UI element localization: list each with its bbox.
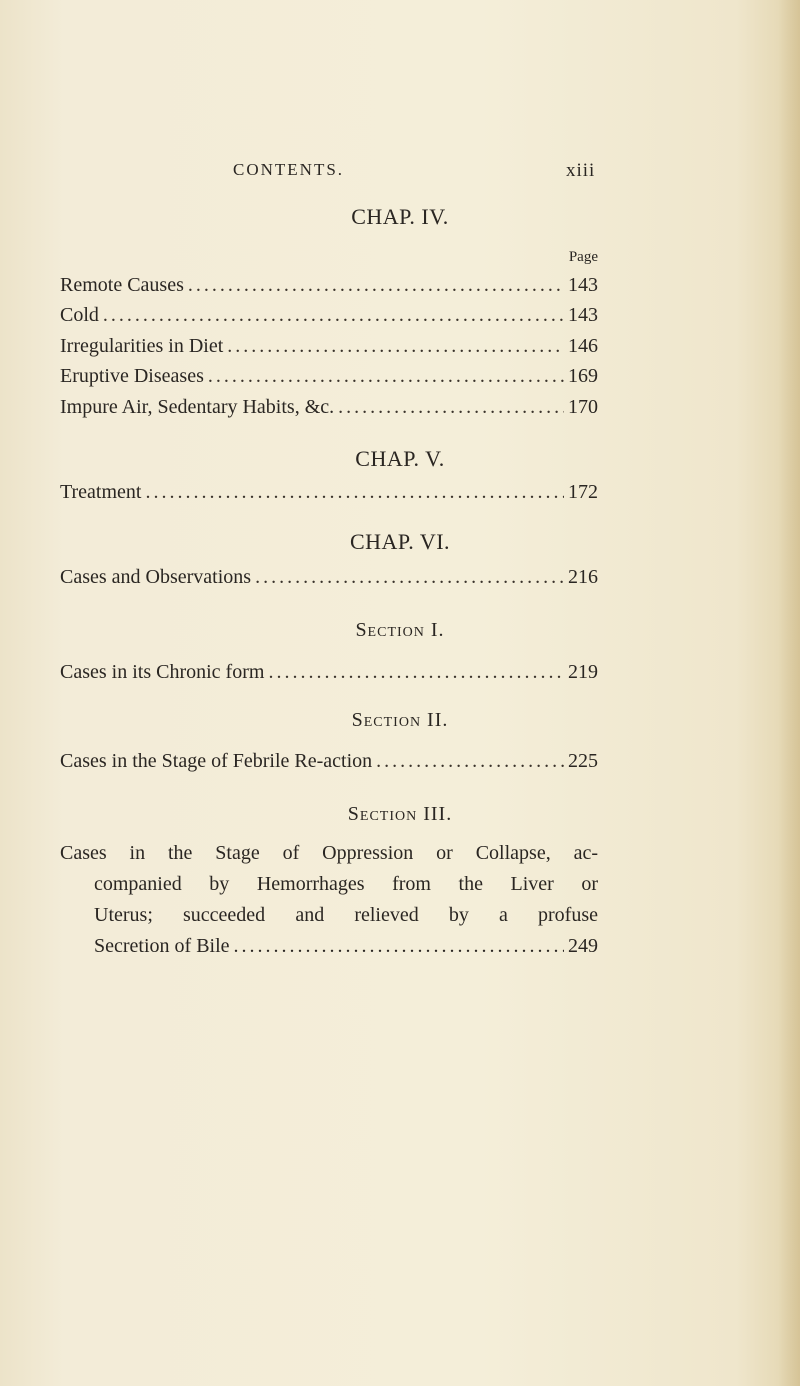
toc-entry-page: 216 [568, 566, 598, 588]
leader-dots [208, 363, 564, 389]
toc-entry-page: 172 [568, 481, 598, 503]
toc-entry-label: Cases and Observations [60, 566, 252, 588]
leader-dots [188, 272, 564, 298]
toc-entry-multiline [60, 838, 598, 962]
toc-entry-label: Cold [60, 304, 99, 326]
entry-line: Uterus; succeeded and relieved by a profuse [94, 904, 598, 926]
toc-entry [60, 659, 598, 685]
toc-entry [60, 302, 598, 328]
page-number: xiii [566, 160, 596, 181]
toc-entry-label: Secretion of Bile [94, 935, 230, 957]
toc-entry-label: Treatment [60, 481, 142, 503]
chapter-heading-5: CHAP. V. [355, 446, 445, 471]
toc-entry-page: 170 [568, 396, 598, 418]
entry-line: companied by Hemorrhages from the Liver or [94, 873, 598, 895]
toc-entry [60, 333, 598, 359]
toc-entry-label: Impure Air, Sedentary Habits, &c. [60, 396, 335, 418]
entry-last-line [60, 931, 598, 962]
toc-entry-page: 169 [568, 365, 598, 387]
leader-dots [268, 659, 564, 685]
leader-dots [255, 564, 564, 590]
leader-dots [376, 748, 564, 774]
entry-line: Cases in the Stage of Oppression or Collapse, ac- [60, 842, 598, 864]
page-header [0, 160, 800, 190]
toc-entry-page: 249 [568, 935, 598, 957]
toc-entry [60, 564, 598, 590]
leader-dots [338, 394, 564, 420]
toc-entry-label: Eruptive Diseases [60, 365, 204, 387]
running-title: CONTENTS. [233, 160, 345, 179]
chapter-heading-4: CHAP. IV. [351, 204, 449, 229]
page-column-label: Page [568, 249, 598, 265]
toc-entry-page: 219 [568, 661, 598, 683]
leader-dots [227, 333, 564, 359]
chapter-heading-6: CHAP. VI. [349, 529, 451, 554]
toc-entry-label: Remote Causes [60, 274, 184, 296]
toc-entry-label: Cases in the Stage of Febrile Re-action [60, 750, 373, 772]
toc-entry [60, 363, 598, 389]
toc-entry-page: 143 [568, 274, 598, 296]
leader-dots [234, 931, 564, 962]
leader-dots [103, 302, 564, 328]
toc-entry [60, 479, 598, 505]
toc-entry [60, 394, 598, 420]
toc-entry-page: 225 [568, 750, 598, 772]
leader-dots [145, 479, 564, 505]
section-heading-2: Section II. [351, 709, 449, 731]
section-heading-3: Section III. [347, 803, 453, 825]
toc-entry-page: 143 [568, 304, 598, 326]
toc-entry-label: Cases in its Chronic form [60, 661, 265, 683]
toc-entry [60, 748, 598, 774]
section-heading-1: Section I. [355, 619, 445, 641]
toc-entry-page: 146 [568, 335, 598, 357]
toc-entry-label: Irregularities in Diet [60, 335, 224, 357]
toc-entry [60, 272, 598, 298]
